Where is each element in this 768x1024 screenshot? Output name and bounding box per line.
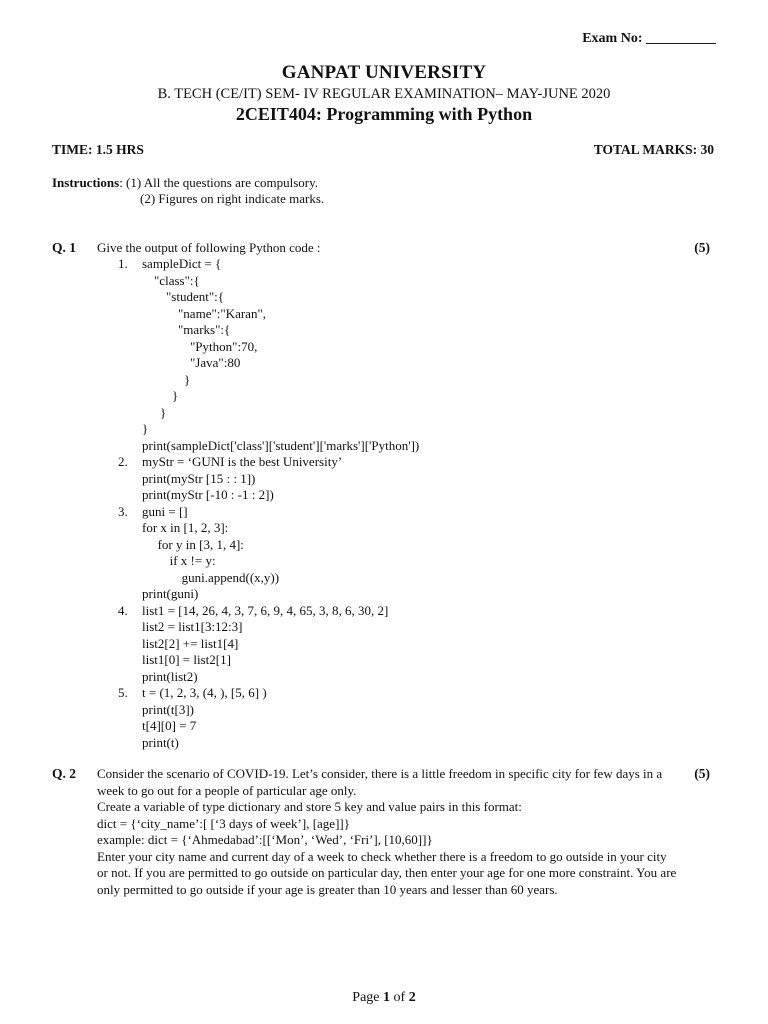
code-text: t = (1, 2, 3, (4, ), [5, 6] )	[142, 685, 267, 700]
of-word: of	[393, 990, 406, 1005]
code-text: guni = []	[142, 503, 188, 519]
code-text: guni.append((x,y))	[181, 569, 280, 585]
code-item-number: 4.	[118, 602, 128, 618]
page-footer	[0, 990, 768, 1006]
question-2-scenario: Consider the scenario of COVID-19. Let’s consider, there is a little freedom in specific city for few days in a week to go out for a people of particular age only.	[97, 766, 663, 798]
exam-time: TIME: 1.5 HRS	[52, 142, 144, 157]
code-text: for x in [1, 2, 3]:	[142, 520, 229, 535]
question-2-number: Q. 2	[52, 766, 77, 781]
code-text: "name":"Karan",	[178, 305, 266, 321]
code-text: }	[160, 404, 167, 420]
total-marks: TOTAL MARKS: 30	[593, 142, 714, 157]
instruction-1: : (1) All the questions are compulsory.	[119, 175, 319, 190]
instructions-line-1	[52, 175, 318, 191]
code-text: list2[2] += list1[4]	[142, 635, 239, 651]
code-text: print(guni)	[142, 586, 199, 601]
instruction-2: (2) Figures on right indicate marks.	[140, 191, 325, 206]
code-text: print(t)	[142, 734, 179, 750]
code-text: print(t[3])	[142, 701, 194, 717]
code-text: for y in [3, 1, 4]:	[157, 536, 244, 552]
question-2-instructions: Enter your city name and current day of a week to check whether there is a freedom to go outside in your city or not. If you are permitted to go outside on particular day, then enter your age for one more constraint. You are only permitted to go outside if your age is greater than 10 years and lesser than 60 years.	[97, 848, 677, 897]
code-text: print(myStr [15 : : 1])	[142, 470, 256, 486]
question-1-text: Give the output of following Python code :	[97, 240, 321, 255]
page-number: 1	[383, 990, 391, 1005]
instructions-label: Instructions	[52, 175, 120, 190]
code-item-number: 3.	[118, 503, 128, 519]
code-text: myStr = ‘GUNI is the best University’	[142, 454, 343, 469]
code-text: }	[142, 421, 149, 436]
exam-number-field: Exam No: __________	[582, 31, 716, 46]
code-item-number: 1.	[118, 256, 128, 271]
question-1-number: Q. 1	[52, 240, 77, 255]
code-text: "Java":80	[190, 355, 241, 370]
code-text: print(myStr [-10 : -1 : 2])	[142, 487, 274, 502]
course-title: 2CEIT404: Programming with Python	[235, 104, 533, 124]
page-word: Page	[352, 990, 380, 1005]
question-2-task: Create a variable of type dictionary and store 5 key and value pairs in this format:	[97, 799, 522, 814]
code-text: "student":{	[166, 289, 225, 304]
code-text: t[4][0] = 7	[142, 718, 197, 733]
question-2-format: dict = {‘city_name’:[ [‘3 days of week’], [age]]}	[97, 815, 350, 831]
code-text: if x != y:	[169, 553, 216, 568]
code-text: list2 = list1[3:12:3]	[142, 619, 243, 634]
code-text: sampleDict = {	[142, 256, 222, 271]
question-2-example: example: dict = {‘Ahmedabad’:[[‘Mon’, ‘Wed’, ‘Fri’], [10,60]]}	[97, 832, 433, 847]
code-text: "marks":{	[178, 322, 231, 337]
page-total: 2	[408, 990, 416, 1005]
question-1-marks: (5)	[694, 240, 710, 255]
code-text: "Python":70,	[190, 338, 258, 354]
question-2-marks: (5)	[694, 766, 710, 781]
code-text: list1[0] = list2[1]	[142, 652, 231, 667]
university-name: GANPAT UNIVERSITY	[281, 62, 487, 83]
code-text: print(list2)	[142, 668, 198, 684]
code-item-number: 2.	[118, 454, 128, 469]
code-text: }	[172, 388, 179, 403]
exam-title: B. TECH (CE/IT) SEM- IV REGULAR EXAMINATION– MAY-JUNE 2020	[157, 86, 611, 102]
code-text: "class":{	[154, 272, 200, 288]
code-text: list1 = [14, 26, 4, 3, 7, 6, 9, 4, 65, 3, 8, 6, 30, 2]	[142, 602, 389, 618]
question-2-body	[97, 766, 677, 898]
code-item-number: 5.	[118, 685, 128, 700]
code-text: print(sampleDict['class']['student']['marks']['Python'])	[142, 437, 420, 453]
code-text: }	[184, 371, 191, 387]
